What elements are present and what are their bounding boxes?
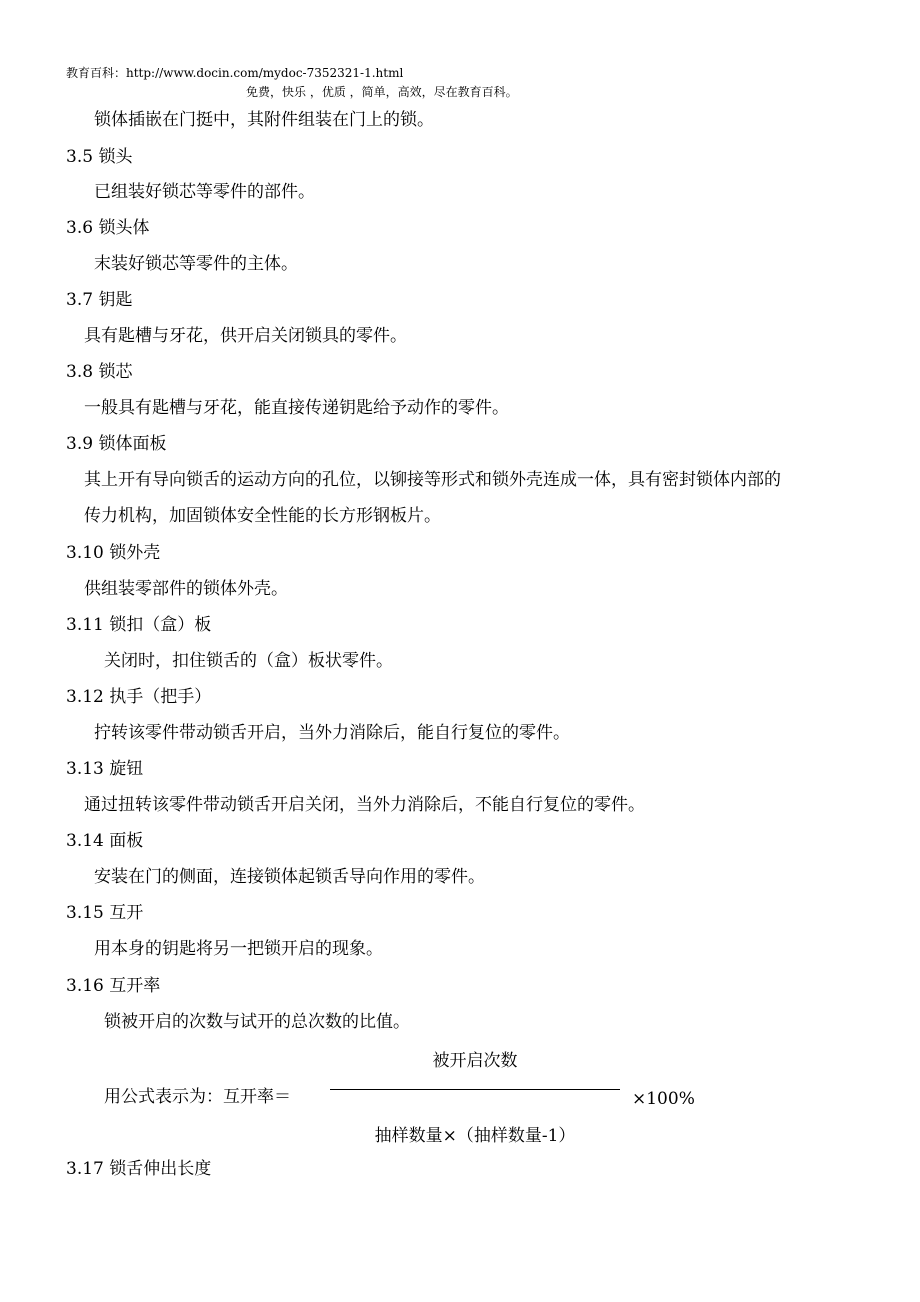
section-heading: 3.15 互开 xyxy=(66,903,144,923)
paragraph-text: 传力机构，加固锁体安全性能的长方形钢板片。 xyxy=(84,506,441,526)
section-heading: 3.10 锁外壳 xyxy=(66,543,161,563)
section-heading: 3.17 锁舌伸出长度 xyxy=(66,1159,212,1179)
formula-numerator: 被开启次数 xyxy=(432,1051,518,1071)
formula-label: 用公式表示为：互开率＝ xyxy=(104,1087,291,1107)
fraction-bar xyxy=(330,1089,620,1090)
paragraph-text: 安装在门的侧面，连接锁体起锁舌导向作用的零件。 xyxy=(94,867,485,887)
section-heading: 3.13 旋钮 xyxy=(66,759,144,779)
paragraph-text: 关闭时，扣住锁舌的（盒）板状零件。 xyxy=(104,651,393,671)
section-heading: 3.16 互开率 xyxy=(66,976,161,996)
section-heading: 3.7 钥匙 xyxy=(66,290,133,310)
paragraph-text: 供组装零部件的锁体外壳。 xyxy=(84,579,288,599)
section-heading: 3.12 执手（把手） xyxy=(66,687,212,707)
paragraph-text: 用本身的钥匙将另一把锁开启的现象。 xyxy=(94,939,383,959)
section-heading: 3.5 锁头 xyxy=(66,147,133,167)
paragraph-text: 末装好锁芯等零件的主体。 xyxy=(94,254,298,274)
paragraph-text: 其上开有导向锁舌的运动方向的孔位，以铆接等形式和锁外壳连成一体，具有密封锁体内部的 xyxy=(84,470,781,490)
header-url-line: 教育百科：http://www.docin.com/mydoc-7352321-1.html xyxy=(66,66,404,80)
paragraph-text: 已组装好锁芯等零件的部件。 xyxy=(94,182,315,202)
paragraph-text: 通过扭转该零件带动锁舌开启关闭，当外力消除后，不能自行复位的零件。 xyxy=(84,795,645,815)
header-slogan: 免费，快乐 ，优质 ，简单，高效，尽在教育百科。 xyxy=(246,85,518,99)
paragraph-text: 拧转该零件带动锁舌开启，当外力消除后，能自行复位的零件。 xyxy=(94,723,570,743)
section-heading: 3.11 锁扣（盒）板 xyxy=(66,615,212,635)
paragraph-text: 一般具有匙槽与牙花，能直接传递钥匙给予动作的零件。 xyxy=(84,398,509,418)
formula-denominator: 抽样数量×（抽样数量-1） xyxy=(374,1126,576,1146)
section-heading: 3.6 锁头体 xyxy=(66,218,150,238)
formula-multiplier: ×100% xyxy=(632,1089,695,1109)
paragraph-text: 锁体插嵌在门挺中，其附件组装在门上的锁。 xyxy=(94,110,434,130)
section-heading: 3.14 面板 xyxy=(66,831,144,851)
section-heading: 3.9 锁体面板 xyxy=(66,434,167,454)
paragraph-text: 具有匙槽与牙花，供开启关闭锁具的零件。 xyxy=(84,326,407,346)
paragraph-text: 锁被开启的次数与试开的总次数的比值。 xyxy=(104,1012,410,1032)
section-heading: 3.8 锁芯 xyxy=(66,362,133,382)
